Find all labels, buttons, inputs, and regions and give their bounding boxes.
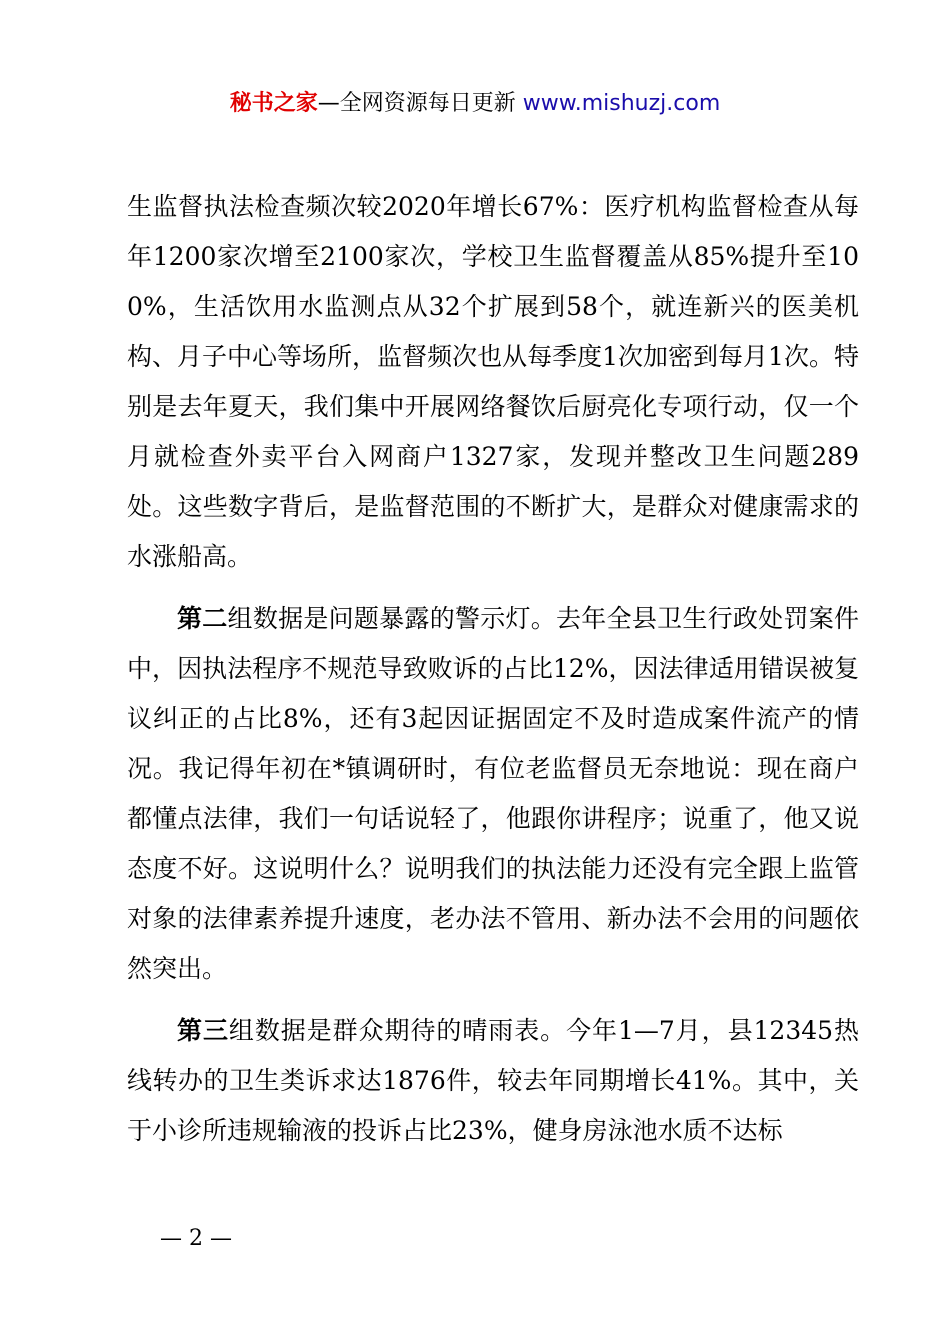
paragraph-2 <box>127 594 859 994</box>
paragraph-1 <box>127 182 859 582</box>
page-number: — 2 — <box>160 1226 232 1251</box>
paragraph-1-text: 生监督执法检查频次较2020年增长67%：医疗机构监督检查从每年1200家次增至2100家次，学校卫生监督覆盖从85%提升至100%，生活饮用水监测点从32个扩展到58个，就连新兴的医美机构、月子中心等场所，监督频次也从每季度1次加密到每月1次。特别是去年夏天，我们集中开展网络餐饮后厨亮化专项行动，仅一个月就检查外卖平台入网商户1327家，发现并整改卫生问题289处。这些数字背后，是监督范围的不断扩大，是群众对健康需求的水涨船高。 <box>127 192 859 571</box>
paragraph-3 <box>127 1006 859 1156</box>
paragraph-3-lead: 第三 <box>177 1016 229 1045</box>
header-url-link[interactable]: www.mishuzj.com <box>522 91 721 116</box>
paragraph-2-text: 组数据是问题暴露的警示灯。去年全县卫生行政处罚案件中，因执法程序不规范导致败诉的占比12%，因法律适用错误被复议纠正的占比8%，还有3起因证据固定不及时造成案件流产的情况。我记得年初在*镇调研时，有位老监督员无奈地说：现在商户都懂点法律，我们一句话说轻了，他跟你讲程序；说重了，他又说态度不好。这说明什么？说明我们的执法能力还没有完全跟上监管对象的法律素养提升速度，老办法不管用、新办法不会用的问题依然突出。 <box>127 604 859 983</box>
document-body <box>127 182 859 1156</box>
header-slogan: —全网资源每日更新 <box>317 91 516 116</box>
brand-name: 秘书之家 <box>229 91 318 116</box>
paragraph-2-lead: 第二 <box>177 604 228 633</box>
paragraph-3-text: 组数据是群众期待的晴雨表。今年1—7月，县12345热线转办的卫生类诉求达1876件，较去年同期增长41%。其中，关于小诊所违规输液的投诉占比23%，健身房泳池水质不达标 <box>127 1016 859 1145</box>
page-header <box>0 88 950 120</box>
